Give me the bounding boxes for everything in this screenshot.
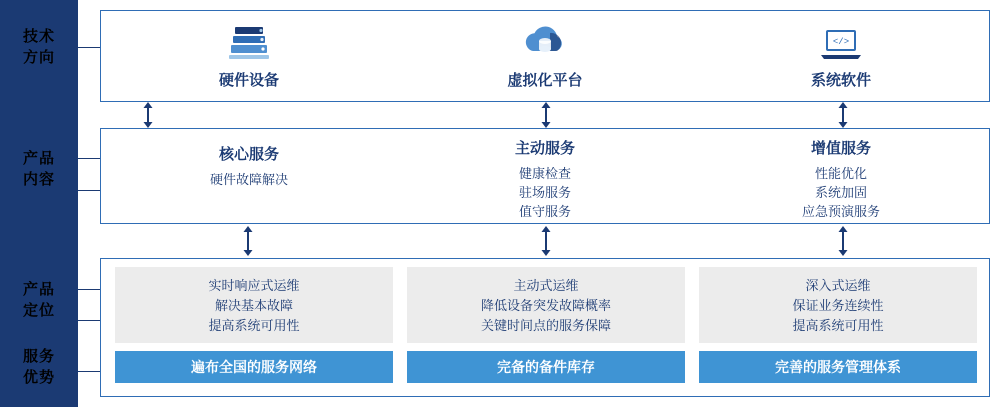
rail-label-product-position-line1: 产品 [22, 281, 55, 298]
rail-label-tech-direction [0, 26, 78, 68]
content-item-proactive-2: 驻场服务 [518, 185, 571, 200]
position-card-proactive [407, 267, 685, 343]
tech-title-system-software: 系统软件 [810, 72, 871, 89]
tech-column-hardware [101, 11, 397, 103]
rail-label-product-content-line1: 产品 [22, 150, 55, 167]
rail-label-product-position [0, 279, 78, 321]
rail-label-product-content-line2: 内容 [22, 171, 55, 188]
cloud-virtualization-icon [517, 21, 573, 65]
position-item-proactive-2: 降低设备突发故障概率 [480, 298, 611, 313]
advantage-card-spare-parts: 完备的备件库存 [407, 351, 685, 383]
rail-label-service-advantage-line1: 服务 [22, 348, 55, 365]
content-item-value-1: 性能优化 [814, 166, 867, 181]
rail-label-product-content [0, 148, 78, 190]
position-item-realtime-3: 提高系统可用性 [208, 318, 300, 333]
connector-stub-tech [78, 47, 100, 48]
content-item-value-2: 系统加固 [814, 185, 867, 200]
tech-title-hardware: 硬件设备 [218, 72, 279, 89]
arrow-core-realtime [241, 226, 255, 261]
tech-column-virtualization [397, 11, 693, 103]
laptop-code-icon [813, 21, 869, 65]
position-card-indepth [699, 267, 977, 343]
advantage-card-service-network: 遍布全国的服务网络 [115, 351, 393, 383]
connector-stub-content-2 [78, 190, 100, 191]
tech-column-system-software [693, 11, 989, 103]
server-stack-icon [221, 21, 277, 65]
connector-stub-position [78, 289, 100, 290]
position-item-indepth-3: 提高系统可用性 [792, 318, 884, 333]
content-head-core-service: 核心服务 [218, 146, 279, 163]
rail-label-product-position-line2: 定位 [22, 302, 55, 319]
position-item-realtime-2: 解决基本故障 [214, 298, 293, 313]
content-column-core-service [101, 129, 397, 225]
rail-label-tech-direction-line1: 技术 [22, 28, 55, 45]
svg-text:</>: </> [832, 37, 850, 47]
advantage-card-management-system: 完善的服务管理体系 [699, 351, 977, 383]
content-column-value-added-service [693, 129, 989, 225]
position-item-proactive-1: 主动式运维 [513, 278, 579, 293]
content-item-proactive-3: 值守服务 [518, 204, 571, 219]
content-column-proactive-service [397, 129, 693, 225]
position-card-realtime [115, 267, 393, 343]
position-item-proactive-3: 关键时间点的服务保障 [480, 318, 611, 333]
arrow-proactive-position [539, 226, 553, 261]
rail-label-tech-direction-line2: 方向 [22, 49, 55, 66]
position-item-indepth-2: 保证业务连续性 [792, 298, 884, 313]
content-head-value-added-service: 增值服务 [810, 140, 871, 157]
content-item-core-1: 硬件故障解决 [209, 172, 288, 187]
product-position-advantage-box [100, 258, 990, 397]
connector-stub-position-2 [78, 320, 100, 321]
connector-stub-advantage [78, 371, 100, 372]
rail-label-service-advantage-line2: 优势 [22, 369, 55, 386]
tech-title-virtualization: 虚拟化平台 [507, 72, 583, 89]
position-item-realtime-1: 实时响应式运维 [208, 278, 300, 293]
rail-label-service-advantage [0, 346, 78, 388]
connector-stub-content [78, 158, 100, 159]
content-item-value-3: 应急预演服务 [801, 204, 880, 219]
arrow-value-added-position [836, 226, 850, 261]
product-content-box [100, 128, 990, 224]
content-head-proactive-service: 主动服务 [514, 140, 575, 157]
tech-direction-box [100, 10, 990, 102]
position-item-indepth-1: 深入式运维 [805, 278, 871, 293]
content-item-proactive-1: 健康检查 [518, 166, 571, 181]
